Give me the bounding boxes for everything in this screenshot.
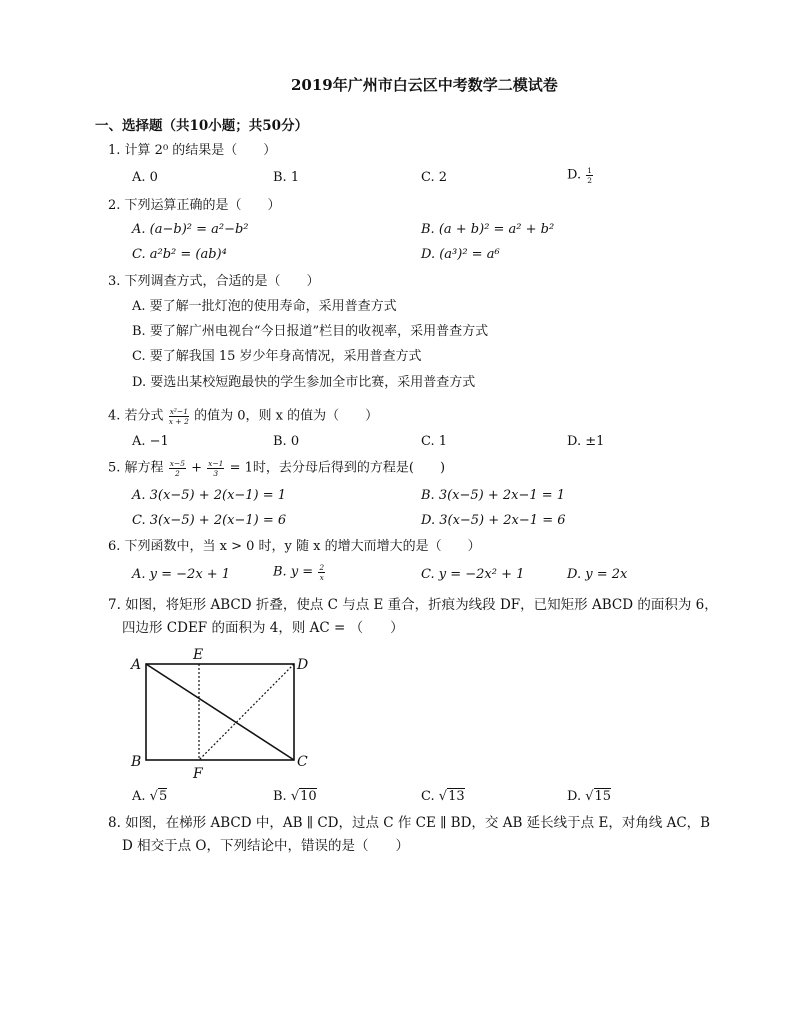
q8-stem-line2: D 相交于点 O，下列结论中，错误的是（ ） (122, 838, 409, 854)
q6-option-b-prefix: B. y = (273, 564, 314, 580)
q3-option-d: D. 要选出某校短跑最快的学生参加全市比赛，采用普查方式 (132, 375, 476, 390)
q6-b-num: 2 (319, 563, 325, 572)
q6-option-b (273, 563, 326, 582)
q7-option-a-sqrt: √5 (149, 789, 168, 804)
q6-option-a: A. y = −2x + 1 (132, 567, 231, 582)
q1-option-d (567, 166, 594, 185)
page-title: 2019年广州市白云区中考数学二模试卷 (291, 76, 558, 94)
q4-fraction (169, 407, 189, 426)
q5-fraction-2 (207, 459, 224, 478)
q5-f1-num: x−5 (169, 459, 185, 468)
q5-option-d: D. 3(x−5) + 2x−1 = 6 (421, 513, 566, 528)
q7-option-c-sqrt: √13 (438, 789, 465, 804)
q3-stem: 3. 下列调查方式，合适的是（ ） (108, 274, 320, 289)
q4-option-d: D. ±1 (567, 434, 605, 449)
label-f: F (193, 766, 203, 782)
q4-option-c: C. 1 (421, 434, 448, 449)
q1-option-a: A. 0 (132, 170, 158, 185)
q6-b-den: x (319, 573, 324, 582)
q2-stem: 2. 下列运算正确的是（ ） (108, 198, 281, 213)
q5-f2-den: 3 (213, 469, 219, 478)
q5-option-b: B. 3(x−5) + 2x−1 = 1 (421, 488, 566, 503)
q7-c-radicand: 13 (448, 789, 465, 804)
q5-stem-pre: 5. 解方程 (108, 460, 164, 476)
q1-option-b: B. 1 (273, 170, 300, 185)
q1-d-den: 2 (587, 176, 593, 185)
q5-fraction-1 (169, 459, 186, 478)
q4-option-a: A. −1 (132, 434, 169, 449)
q3-option-c: C. 要了解我国 15 岁少年身高情况，采用普查方式 (132, 349, 422, 364)
q7-stem-line1: 7. 如图，将矩形 ABCD 折叠，使点 C 与点 E 重合，折痕为线段 DF，已知矩形 ABCD 的面积为 6， (108, 597, 718, 613)
q5-f2-num: x−1 (208, 459, 224, 468)
q7-a-radicand: 5 (158, 789, 168, 804)
q4-stem-pre: 4. 若分式 (108, 408, 164, 424)
q7-option-d-label: D. (567, 789, 582, 804)
label-d: D (297, 657, 309, 673)
q3-option-b: B. 要了解广州电视台“今日报道”栏目的收视率，采用普查方式 (132, 324, 489, 339)
q7-d-radicand: 15 (594, 789, 612, 804)
q7-option-b-sqrt: √10 (290, 789, 317, 804)
q5-stem (108, 459, 445, 478)
label-a: A (131, 657, 142, 673)
q7-option-d-sqrt: √15 (585, 789, 612, 804)
q6-stem: 6. 下列函数中，当 x > 0 时，y 随 x 的增大而增大的是（ ） (108, 539, 481, 554)
q7-b-radicand: 10 (300, 789, 317, 804)
label-c: C (297, 754, 308, 770)
q1-option-c: C. 2 (421, 170, 448, 185)
q7-stem-line2: 四边形 CDEF 的面积为 4，则 AC = （ ） (122, 620, 404, 636)
q2-option-a: A. (a−b)² = a²−b² (132, 222, 249, 237)
label-e: E (193, 647, 204, 663)
q7-option-a (132, 789, 167, 805)
q7-option-c (421, 789, 465, 805)
q6-option-b-fraction (318, 563, 325, 582)
q4-stem (108, 407, 378, 426)
q5-plus: + (191, 460, 203, 476)
q8-stem-line1: 8. 如图，在梯形 ABCD 中，AB ∥ CD，过点 C 作 CE ∥ BD，交 AB 延长线于点 E，对角线 AC，B (108, 815, 711, 831)
diagonal-ac (146, 664, 294, 760)
q3-option-a: A. 要了解一批灯泡的使用寿命，采用普查方式 (132, 299, 397, 314)
q4-frac-num: x²−1 (169, 407, 188, 416)
label-b: B (131, 754, 142, 770)
q5-f1-den: 2 (174, 469, 180, 478)
q4-stem-post: 的值为 0，则 x 的值为（ ） (194, 408, 379, 424)
q4-frac-den: x + 2 (168, 417, 189, 426)
q7-rectangle-figure (125, 640, 325, 785)
q6-option-c: C. y = −2x² + 1 (421, 567, 525, 582)
q6-option-d: D. y = 2x (567, 567, 628, 582)
q2-option-d: D. (a³)² = a⁶ (421, 247, 500, 262)
q2-option-c: C. a²b² = (ab)⁴ (132, 247, 227, 262)
q1-option-d-fraction (586, 166, 593, 185)
q7-option-b (273, 789, 317, 805)
q7-option-d (567, 789, 611, 805)
dashed-df (199, 664, 294, 760)
q1-d-num: 1 (587, 166, 593, 175)
q7-option-b-label: B. (273, 789, 287, 804)
q7-option-a-label: A. (132, 789, 146, 804)
q1-option-d-label: D. (567, 167, 582, 183)
q5-option-a: A. 3(x−5) + 2(x−1) = 1 (132, 488, 287, 503)
q5-stem-post: = 1时，去分母后得到的方程是( ) (229, 460, 446, 476)
q1-stem: 1. 计算 2⁰ 的结果是（ ） (108, 143, 277, 158)
q4-option-b: B. 0 (273, 434, 300, 449)
q2-option-b: B. (a + b)² = a² + b² (421, 222, 555, 237)
section-heading: 一、选择题（共10小题；共50分） (95, 118, 309, 134)
q7-option-c-label: C. (421, 789, 435, 804)
q5-option-c: C. 3(x−5) + 2(x−1) = 6 (132, 513, 287, 528)
